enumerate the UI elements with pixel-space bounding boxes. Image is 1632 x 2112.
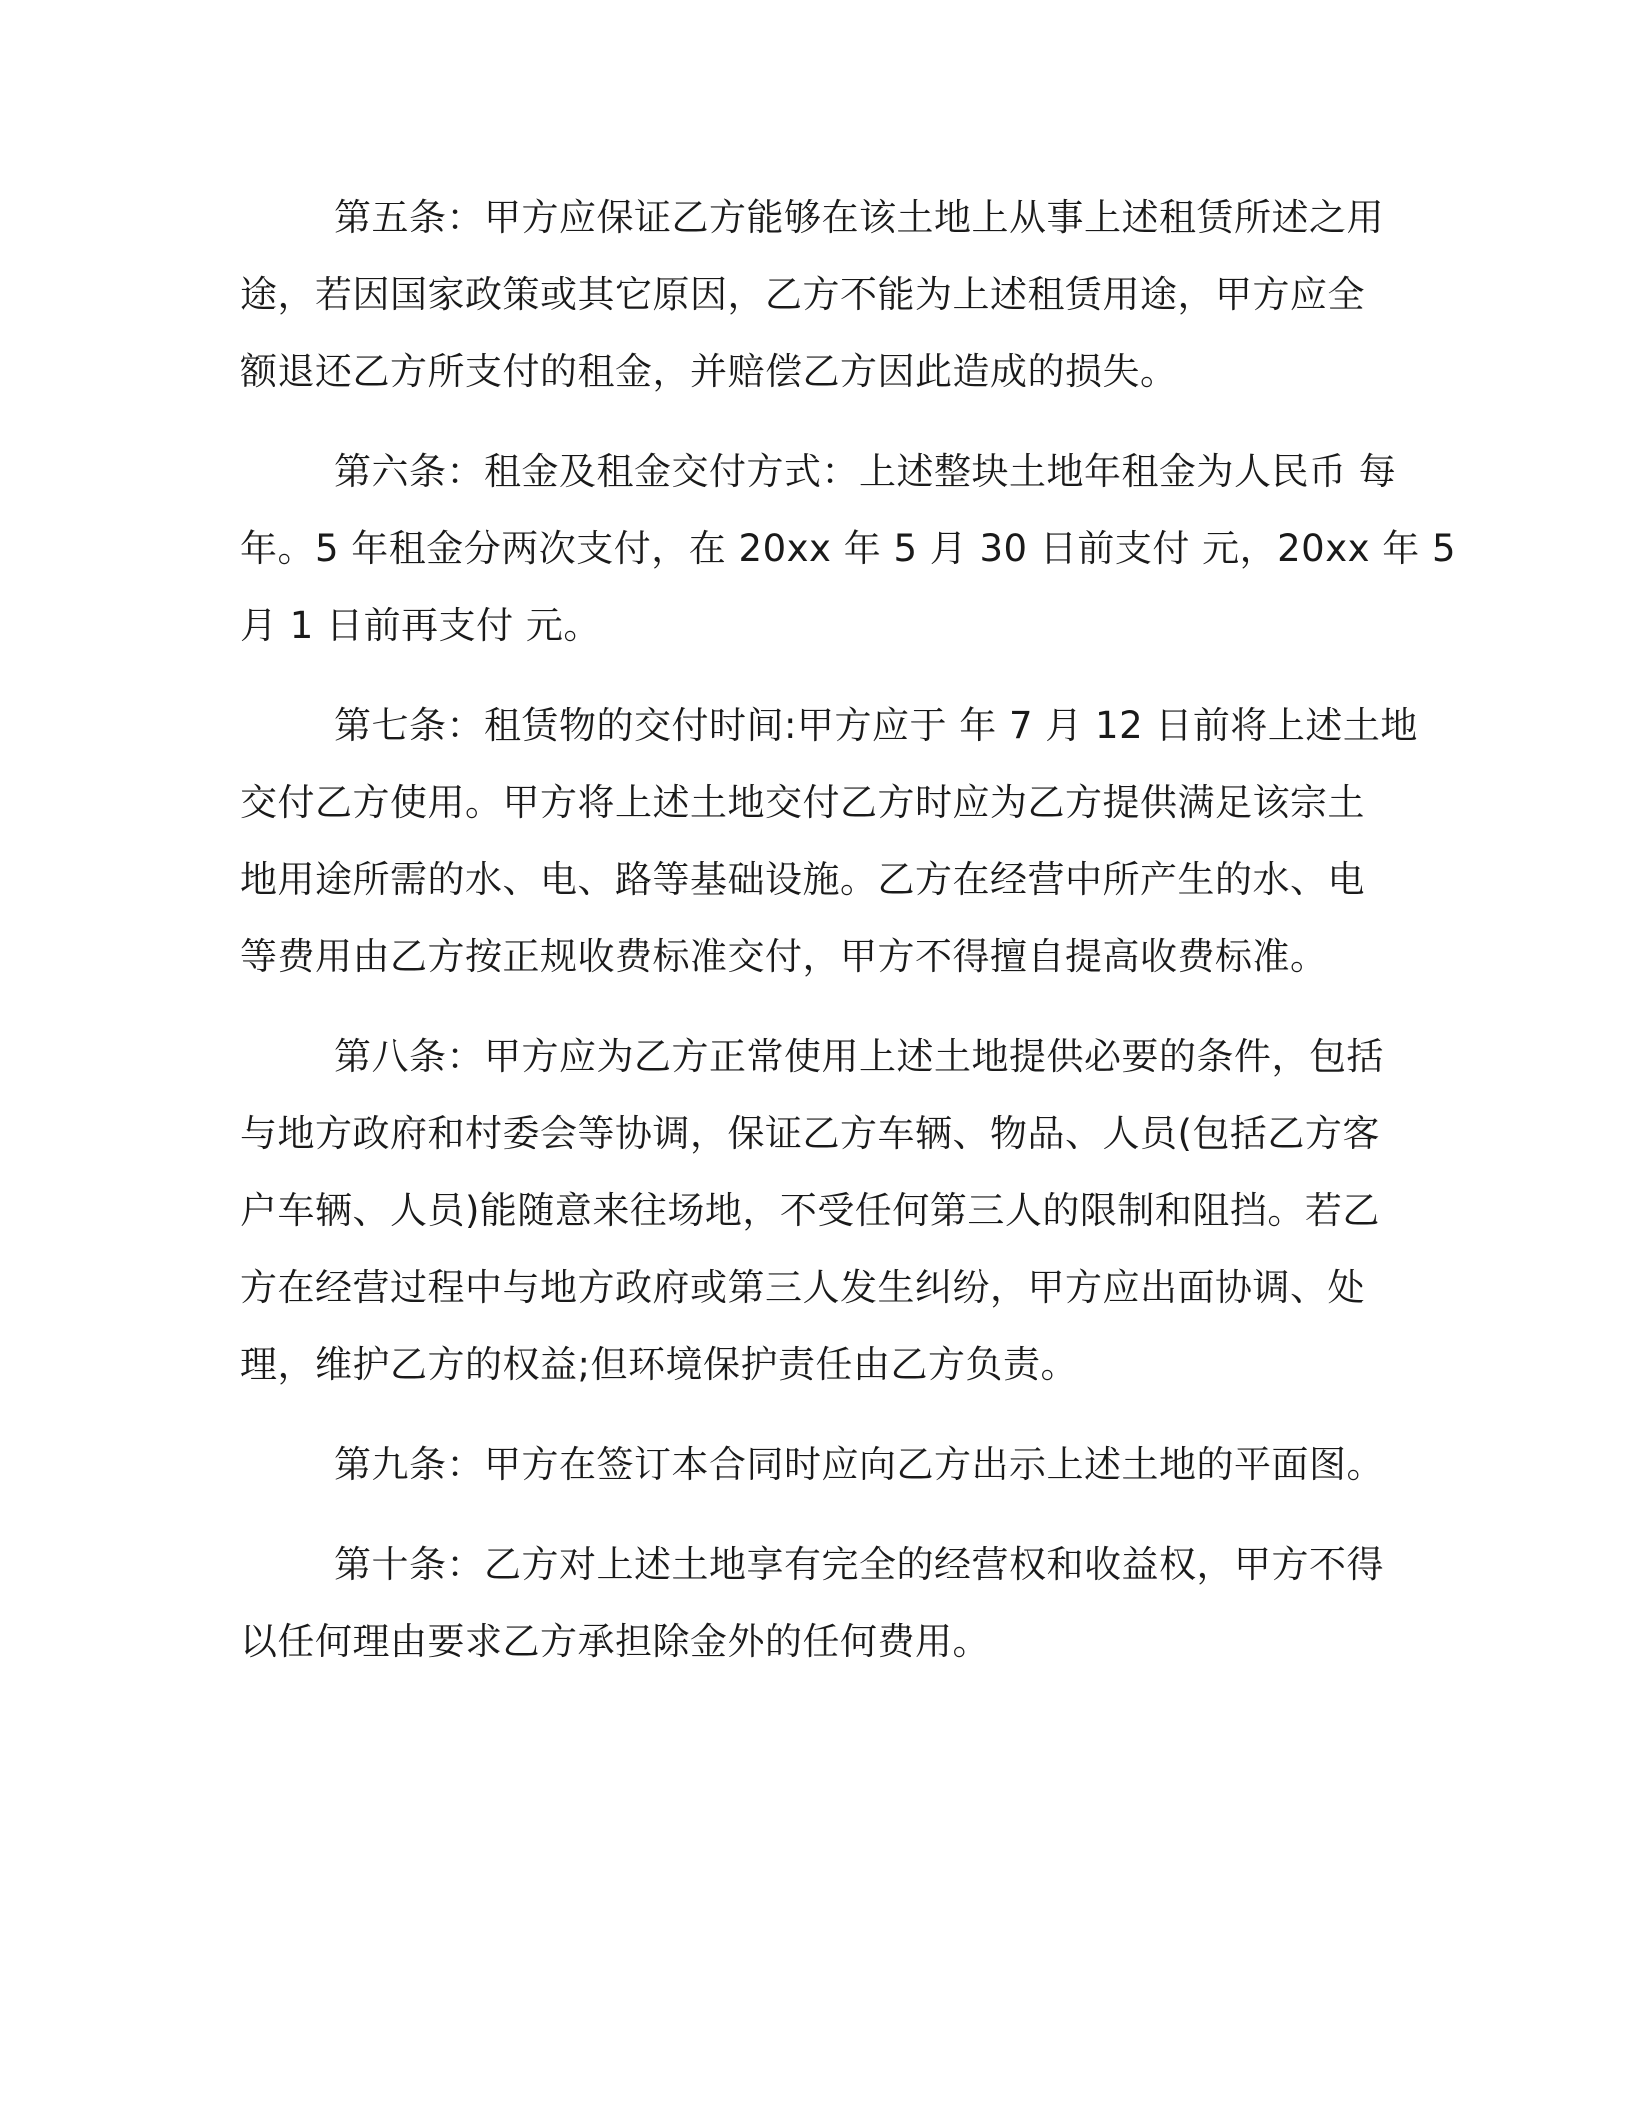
article-5-line-3: 额退还乙方所支付的租金，并赔偿乙方因此造成的损失。	[240, 350, 1178, 393]
article-5-line-2: 途，若因国家政策或其它原因，乙方不能为上述租赁用途，甲方应全	[240, 273, 1365, 316]
article-8-line-1: 第八条：甲方应为乙方正常使用上述土地提供必要的条件，包括	[334, 1035, 1384, 1078]
article-5-line-1: 第五条：甲方应保证乙方能够在该土地上从事上述租赁所述之用	[334, 196, 1384, 239]
article-6-line-3: 月 1 日前再支付 元。	[240, 604, 601, 647]
article-8-line-5: 理，维护乙方的权益;但环境保护责任由乙方负责。	[240, 1343, 1078, 1386]
article-8-line-4: 方在经营过程中与地方政府或第三人发生纠纷，甲方应出面协调、处	[240, 1266, 1365, 1309]
article-8-line-3: 户车辆、人员)能随意来往场地，不受任何第三人的限制和阻挡。若乙	[240, 1189, 1380, 1232]
article-6-line-2: 年。5 年租金分两次支付，在 20xx 年 5 月 30 日前支付 元，20xx 年 5	[240, 527, 1457, 570]
article-7-line-2: 交付乙方使用。甲方将上述土地交付乙方时应为乙方提供满足该宗土	[240, 781, 1365, 824]
article-6-line-1: 第六条：租金及租金交付方式：上述整块土地年租金为人民币 每	[334, 450, 1397, 493]
article-7-line-1: 第七条：租赁物的交付时间:甲方应于 年 7 月 12 日前将上述土地	[334, 704, 1418, 747]
article-8-line-2: 与地方政府和村委会等协调，保证乙方车辆、物品、人员(包括乙方客	[240, 1112, 1380, 1155]
article-9-line-1: 第九条：甲方在签订本合同时应向乙方出示上述土地的平面图。	[334, 1443, 1384, 1486]
article-10-line-2: 以任何理由要求乙方承担除金外的任何费用。	[240, 1620, 990, 1663]
article-7-line-3: 地用途所需的水、电、路等基础设施。乙方在经营中所产生的水、电	[240, 858, 1365, 901]
article-7-line-4: 等费用由乙方按正规收费标准交付，甲方不得擅自提高收费标准。	[240, 935, 1328, 978]
article-10-line-1: 第十条：乙方对上述土地享有完全的经营权和收益权，甲方不得	[334, 1543, 1384, 1586]
